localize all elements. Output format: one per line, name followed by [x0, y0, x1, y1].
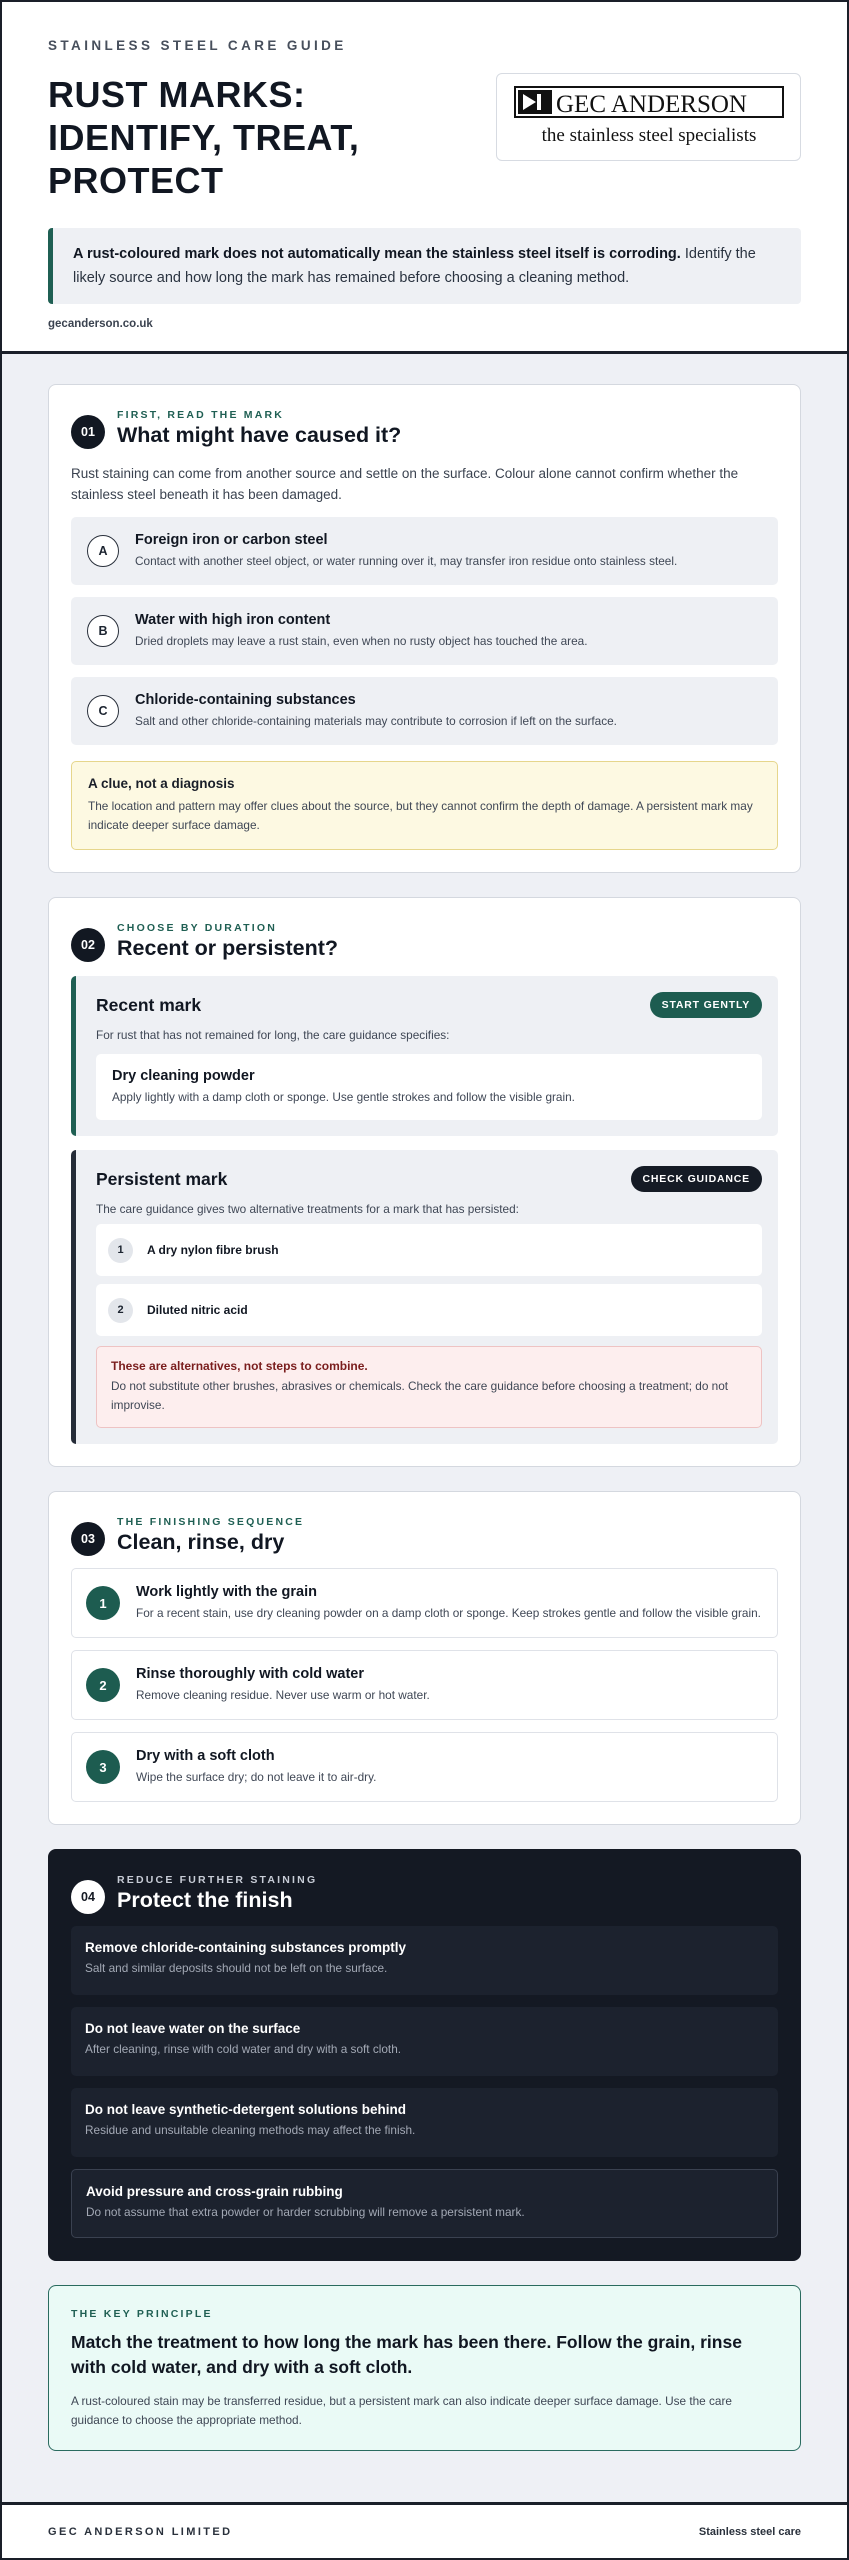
- section-header: [71, 407, 778, 449]
- intro-rest: Identify the likely source and how long the mark has remained before choosing a cleaning method.: [73, 246, 756, 286]
- treatment-option: [96, 1224, 762, 1276]
- intro-bold: A rust-coloured mark does not automatically mean the stainless steel itself is corroding.: [73, 246, 681, 262]
- method-desc: Apply lightly with a damp cloth or sponge. Use gentle strokes and follow the visible grain.: [112, 1090, 575, 1104]
- section-kicker: THE FINISHING SEQUENCE: [117, 1515, 305, 1528]
- method-title: Dry cleaning powder: [112, 1068, 255, 1084]
- section-lead: Rust staining can come from another source and settle on the surface. Colour alone cannot confirm whether the stainless steel beneath it has been damaged.: [71, 466, 739, 502]
- finishing-step: [71, 1650, 778, 1720]
- persistent-mark-sub: The care guidance gives two alternative treatments for a mark that has persisted:: [96, 1202, 519, 1216]
- step-number: 1: [86, 1586, 120, 1620]
- recent-mark-panel: [71, 976, 778, 1136]
- logo-name: GEC ANDERSON: [555, 91, 747, 118]
- section-title: Clean, rinse, dry: [117, 1529, 285, 1554]
- step-desc: For a recent stain, use dry cleaning powder on a damp cloth or sponge. Keep strokes gentle and follow the visible grain.: [136, 1606, 761, 1620]
- main-content: [2, 354, 847, 2502]
- option-label: A dry nylon fibre brush: [147, 1243, 279, 1257]
- footer-label: Stainless steel care: [698, 2525, 801, 2538]
- cause-letter: C: [87, 695, 119, 727]
- warning-title: These are alternatives, not steps to combine.: [111, 1359, 368, 1373]
- protect-desc: After cleaning, rinse with cold water and dry with a soft cloth.: [85, 2042, 402, 2056]
- recent-mark-sub: For rust that has not remained for long, the care guidance specifies:: [96, 1028, 450, 1042]
- cause-title: Foreign iron or carbon steel: [135, 532, 328, 548]
- section-number: 01: [71, 415, 105, 449]
- step-title: Rinse thoroughly with cold water: [136, 1666, 364, 1682]
- cause-item: [71, 677, 778, 745]
- check-guidance-badge: CHECK GUIDANCE: [631, 1166, 762, 1192]
- section-title: Recent or persistent?: [117, 935, 339, 960]
- intro-callout: [48, 228, 801, 304]
- option-number: 1: [108, 1238, 133, 1263]
- persistent-mark-panel: [71, 1150, 778, 1444]
- step-number: 3: [86, 1750, 120, 1784]
- finishing-step: [71, 1732, 778, 1802]
- protect-title: Avoid pressure and cross-grain rubbing: [86, 2184, 343, 2199]
- step-number: 2: [86, 1668, 120, 1702]
- treatment-option: [96, 1284, 762, 1336]
- warning-text: Do not substitute other brushes, abrasives or chemicals. Check the care guidance before choosing a treatment; do not improvise.: [111, 1379, 729, 1412]
- section-kicker: CHOOSE BY DURATION: [117, 921, 277, 934]
- alternatives-warning: [96, 1346, 762, 1428]
- key-kicker: THE KEY PRINCIPLE: [71, 2308, 213, 2320]
- logo-tagline: the stainless steel specialists: [541, 125, 756, 146]
- section-number: 03: [71, 1522, 105, 1556]
- recent-mark-title: Recent mark: [96, 994, 202, 1015]
- protect-item: [71, 2169, 778, 2238]
- cause-title: Chloride-containing substances: [135, 692, 356, 708]
- cause-title: Water with high iron content: [135, 612, 331, 628]
- persistent-mark-title: Persistent mark: [96, 1168, 228, 1189]
- logo-mark-icon: [514, 85, 784, 149]
- protect-title: Do not leave synthetic-detergent solutions behind: [85, 2102, 407, 2117]
- key-text: A rust-coloured stain may be transferred residue, but a persistent mark can also indicate deeper surface damage. Use the care guidance to choose the appropriate method.: [71, 2394, 732, 2427]
- protect-item: [71, 2007, 778, 2076]
- protect-desc: Do not assume that extra powder or harder scrubbing will remove a persistent mark.: [86, 2205, 525, 2219]
- cause-item: [71, 597, 778, 665]
- section-finishing: [48, 1491, 801, 1825]
- note-title: A clue, not a diagnosis: [88, 776, 235, 791]
- step-title: Dry with a soft cloth: [136, 1748, 275, 1764]
- footer-company: GEC ANDERSON LIMITED: [48, 2525, 233, 2538]
- section-number: 04: [71, 1880, 105, 1914]
- protect-item: [71, 2088, 778, 2157]
- option-number: 2: [108, 1298, 133, 1323]
- cause-item: [71, 517, 778, 585]
- option-label: Diluted nitric acid: [147, 1303, 248, 1317]
- header: [2, 2, 847, 354]
- section-title: Protect the finish: [117, 1887, 293, 1912]
- step-desc: Wipe the surface dry; do not leave it to air-dry.: [136, 1770, 377, 1784]
- section-header: [71, 1514, 778, 1556]
- section-duration: [48, 897, 801, 1467]
- start-gently-badge: START GENTLY: [650, 992, 762, 1018]
- cause-letter: A: [87, 535, 119, 567]
- finishing-step: [71, 1568, 778, 1638]
- section-kicker: REDUCE FURTHER STAINING: [117, 1873, 318, 1886]
- section-causes: [48, 384, 801, 873]
- protect-title: Remove chloride-containing substances promptly: [85, 1940, 407, 1955]
- cause-desc: Salt and other chloride-containing materials may contribute to corrosion if left on the surface.: [135, 714, 617, 728]
- recent-method-box: [96, 1054, 762, 1120]
- footer: [2, 2502, 847, 2558]
- section-header: [71, 920, 778, 962]
- diagnosis-note: [71, 761, 778, 850]
- company-logo: [496, 73, 801, 161]
- page-title: RUST MARKS: IDENTIFY, TREAT, PROTECT: [48, 74, 360, 201]
- step-desc: Remove cleaning residue. Never use warm or hot water.: [136, 1688, 430, 1702]
- step-title: Work lightly with the grain: [136, 1584, 317, 1600]
- section-title: What might have caused it?: [117, 422, 402, 447]
- site-url[interactable]: gecanderson.co.uk: [48, 318, 153, 330]
- protect-desc: Residue and unsuitable cleaning methods may affect the finish.: [85, 2123, 416, 2137]
- section-protect: [48, 1849, 801, 2261]
- title-row: [48, 73, 801, 202]
- section-kicker: FIRST, READ THE MARK: [117, 408, 285, 421]
- key-title: Match the treatment to how long the mark has been there. Follow the grain, rinse with cold water, and dry with a soft cloth.: [71, 2332, 742, 2377]
- protect-desc: Salt and similar deposits should not be left on the surface.: [85, 1961, 388, 1975]
- protect-title: Do not leave water on the surface: [85, 2021, 301, 2036]
- key-principle: [48, 2285, 801, 2451]
- guide-eyebrow: STAINLESS STEEL CARE GUIDE: [48, 38, 347, 53]
- section-number: 02: [71, 928, 105, 962]
- section-header: [71, 1872, 778, 1914]
- cause-desc: Dried droplets may leave a rust stain, even when no rusty object has touched the area.: [135, 634, 588, 648]
- cause-desc: Contact with another steel object, or water running over it, may transfer iron residue onto stainless steel.: [135, 554, 678, 568]
- note-text: The location and pattern may offer clues about the source, but they cannot confirm the depth of damage. A persistent mark may indicate deeper surface damage.: [88, 799, 753, 832]
- protect-item: [71, 1926, 778, 1995]
- cause-letter: B: [87, 615, 119, 647]
